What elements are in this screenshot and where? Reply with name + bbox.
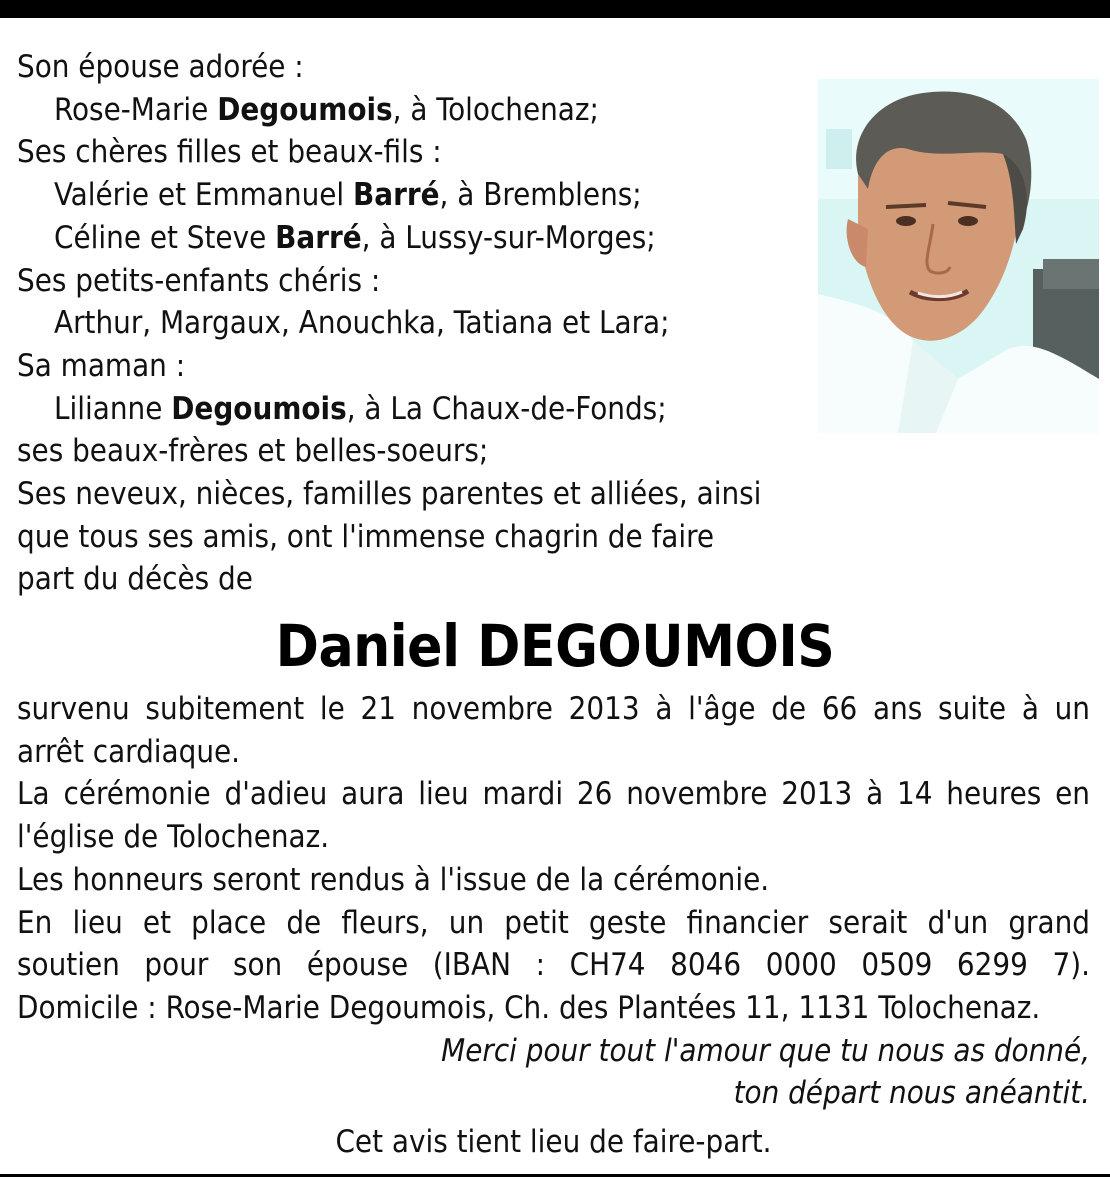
spouse-heading: Son épouse adorée :: [17, 49, 304, 85]
death-line-2: arrêt cardiaque.: [17, 733, 241, 770]
domicile-line: Domicile : Rose-Marie Degoumois, Ch. des Plantées 11, 1131 Tolochenaz.: [17, 989, 1041, 1026]
relatives-line-3: part du décès de: [17, 561, 253, 598]
mother-heading: Sa maman :: [17, 347, 186, 384]
farewell-quote-1: Merci pour tout l'amour que tu nous as donné,: [441, 1032, 1090, 1069]
daughter-2: Céline et Steve Barré, à Lussy-sur-Morges;: [54, 219, 656, 256]
death-line-1: survenu subitement le 21 novembre 2013 à l'âge de 66 ans suite à un: [17, 691, 1090, 727]
notice-line: Cet avis tient lieu de faire-part.: [335, 1124, 772, 1161]
spouse-name: Rose-Marie Degoumois, à Tolochenaz;: [54, 91, 599, 128]
in-laws-line: ses beaux-frères et belles-soeurs;: [17, 433, 489, 470]
donation-line-1: En lieu et place de fleurs, un petit geste financier serait d'un grand: [17, 904, 1090, 941]
farewell-quote-2: ton départ nous anéantit.: [733, 1075, 1090, 1112]
daughters-heading: Ses chères filles et beaux-fils :: [17, 134, 442, 171]
family-announcement: [17, 46, 817, 601]
bottom-border-rule: [0, 1174, 1110, 1177]
honors-line: Les honneurs seront rendus à l'issue de la cérémonie.: [17, 861, 770, 898]
portrait-photo: [818, 79, 1099, 433]
donation-line-2: soutien pour son épouse (IBAN : CH74 8046 0000 0509 6299 7).: [17, 947, 1090, 984]
daughter-1: Valérie et Emmanuel Barré, à Bremblens;: [54, 177, 642, 214]
deceased-name: Daniel DEGOUMOIS: [275, 612, 835, 680]
mother-name: Lilianne Degoumois, à La Chaux-de-Fonds;: [54, 390, 667, 427]
relatives-line-1: Ses neveux, nièces, familles parentes et alliées, ainsi: [17, 476, 762, 513]
grandchildren-heading: Ses petits-enfants chéris :: [17, 262, 381, 299]
grandchildren-names: Arthur, Margaux, Anouchka, Tatiana et Lara;: [54, 305, 670, 342]
ceremony-line-1: La cérémonie d'adieu aura lieu mardi 26 novembre 2013 à 14 heures en: [17, 776, 1090, 813]
ceremony-line-2: l'église de Tolochenaz.: [17, 819, 330, 856]
obituary-details: [17, 688, 1090, 1164]
relatives-line-2: que tous ses amis, ont l'immense chagrin de faire: [17, 518, 715, 555]
top-border-rule: [0, 0, 1110, 18]
